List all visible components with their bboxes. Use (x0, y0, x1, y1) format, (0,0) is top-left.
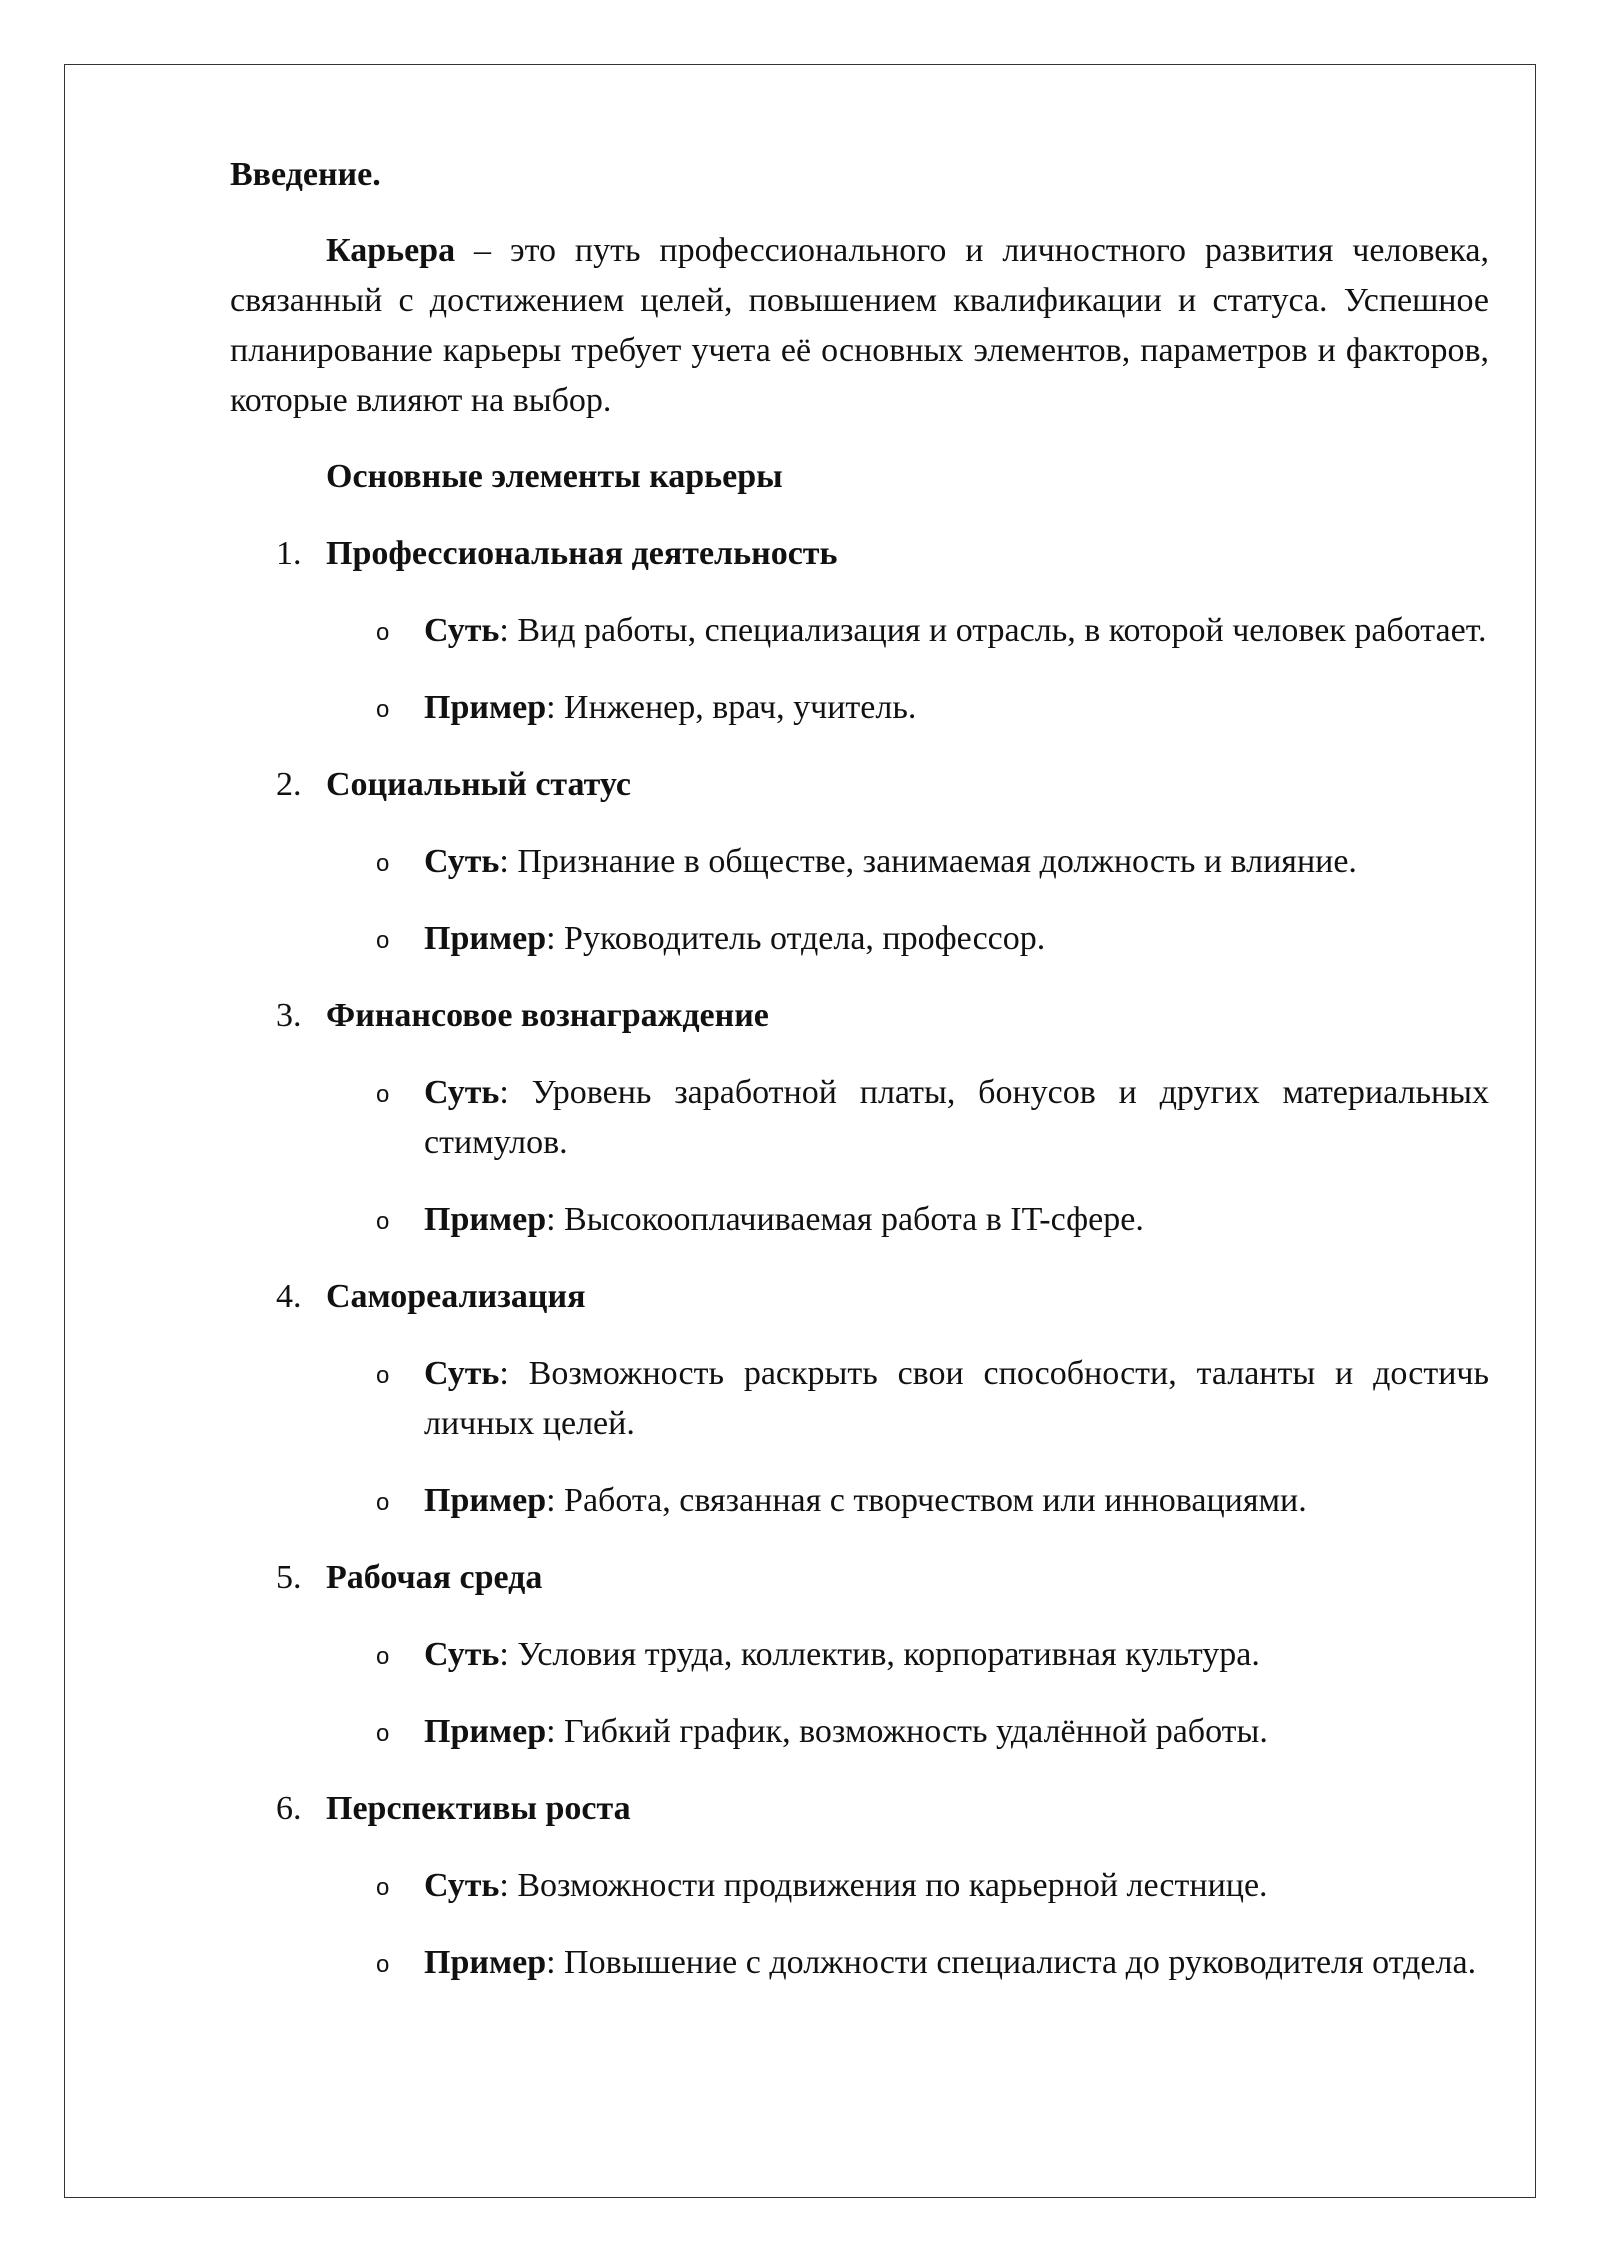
essence-label: Суть (424, 1636, 500, 1673)
essence-point (230, 837, 1489, 887)
element-title-text: Перспективы роста (326, 1790, 631, 1827)
circle-bullet-icon: o (376, 619, 390, 646)
example-label: Пример (424, 689, 547, 726)
circle-bullet-icon: o (376, 1874, 390, 1901)
element-points (230, 837, 1489, 964)
element-title (230, 991, 1489, 1041)
element-points (230, 606, 1489, 733)
element-title (230, 1272, 1489, 1322)
example-point (230, 914, 1489, 964)
element-title (230, 1553, 1489, 1603)
circle-bullet-icon: o (376, 1720, 390, 1747)
section-title: Основные элементы карьеры (326, 458, 783, 495)
essence-text: : Признание в обществе, занимаемая должность и влияние. (499, 843, 1357, 880)
circle-bullet-icon: o (376, 1489, 390, 1516)
example-text: : Повышение с должности специалиста до руководителя отдела. (546, 1944, 1477, 1981)
circle-bullet-icon: o (376, 850, 390, 877)
example-label: Пример (424, 1482, 547, 1519)
example-label: Пример (424, 1944, 547, 1981)
essence-text: : Возможности продвижения по карьерной лестнице. (499, 1867, 1268, 1904)
list-item (230, 1784, 1489, 1988)
example-text: : Работа, связанная с творчеством или инновациями. (546, 1482, 1307, 1519)
element-title (230, 1784, 1489, 1834)
element-title (230, 529, 1489, 579)
circle-bullet-icon: o (376, 1643, 390, 1670)
essence-text: : Условия труда, коллектив, корпоративная культура. (499, 1636, 1260, 1673)
intro-paragraph (230, 226, 1489, 426)
document-body (230, 150, 1489, 2015)
circle-bullet-icon: o (376, 1362, 390, 1389)
example-point (230, 1476, 1489, 1526)
essence-point (230, 1861, 1489, 1911)
essence-text: : Вид работы, специализация и отрасль, в которой человек работает. (499, 612, 1487, 649)
essence-label: Суть (424, 1355, 500, 1392)
essence-text: : Уровень заработной платы, бонусов и других материальных стимулов. (424, 1074, 1489, 1161)
document-heading: Введение. (230, 156, 381, 193)
intro-text: – это путь профессионального и личностного развития человека, связанный с достижением целей, повышением квалификации и статуса. Успешное планирование карьеры требует учета её основных элементов, параметров и факторов, которые влияют на выбор. (230, 232, 1489, 419)
essence-label: Суть (424, 1074, 500, 1111)
element-points (230, 1630, 1489, 1757)
example-label: Пример (424, 1713, 547, 1750)
example-label: Пример (424, 1201, 547, 1238)
element-number: 5. (276, 1559, 302, 1596)
element-title-text: Рабочая среда (326, 1559, 543, 1596)
list-item (230, 760, 1489, 964)
element-title-text: Финансовое вознаграждение (326, 997, 769, 1034)
element-title-text: Профессиональная деятельность (326, 535, 838, 572)
circle-bullet-icon: o (376, 1081, 390, 1108)
element-title (230, 760, 1489, 810)
list-item (230, 991, 1489, 1245)
circle-bullet-icon: o (376, 696, 390, 723)
essence-label: Суть (424, 843, 500, 880)
example-text: : Инженер, врач, учитель. (546, 689, 917, 726)
element-points (230, 1068, 1489, 1245)
intro-term: Карьера (326, 232, 456, 269)
list-item (230, 529, 1489, 733)
circle-bullet-icon: o (376, 927, 390, 954)
element-number: 3. (276, 997, 302, 1034)
element-points (230, 1861, 1489, 1988)
example-label: Пример (424, 920, 547, 957)
circle-bullet-icon: o (376, 1208, 390, 1235)
element-number: 6. (276, 1790, 302, 1827)
essence-point (230, 1349, 1489, 1449)
essence-point (230, 606, 1489, 656)
element-title-text: Самореализация (326, 1278, 586, 1315)
example-text: : Гибкий график, возможность удалённой работы. (546, 1713, 1268, 1750)
example-text: : Руководитель отдела, профессор. (546, 920, 1046, 957)
example-point (230, 1938, 1489, 1988)
list-item (230, 1272, 1489, 1526)
essence-text: : Возможность раскрыть свои способности, таланты и достичь личных целей. (424, 1355, 1489, 1442)
essence-point (230, 1068, 1489, 1168)
career-elements-list (230, 529, 1489, 1988)
example-point (230, 683, 1489, 733)
list-item (230, 1553, 1489, 1757)
element-number: 1. (276, 535, 302, 572)
essence-point (230, 1630, 1489, 1680)
circle-bullet-icon: o (376, 1951, 390, 1978)
element-points (230, 1349, 1489, 1526)
element-number: 4. (276, 1278, 302, 1315)
example-text: : Высокооплачиваемая работа в IT-сфере. (546, 1201, 1144, 1238)
essence-label: Суть (424, 612, 500, 649)
example-point (230, 1707, 1489, 1757)
element-title-text: Социальный статус (326, 766, 631, 803)
element-number: 2. (276, 766, 302, 803)
example-point (230, 1195, 1489, 1245)
essence-label: Суть (424, 1867, 500, 1904)
